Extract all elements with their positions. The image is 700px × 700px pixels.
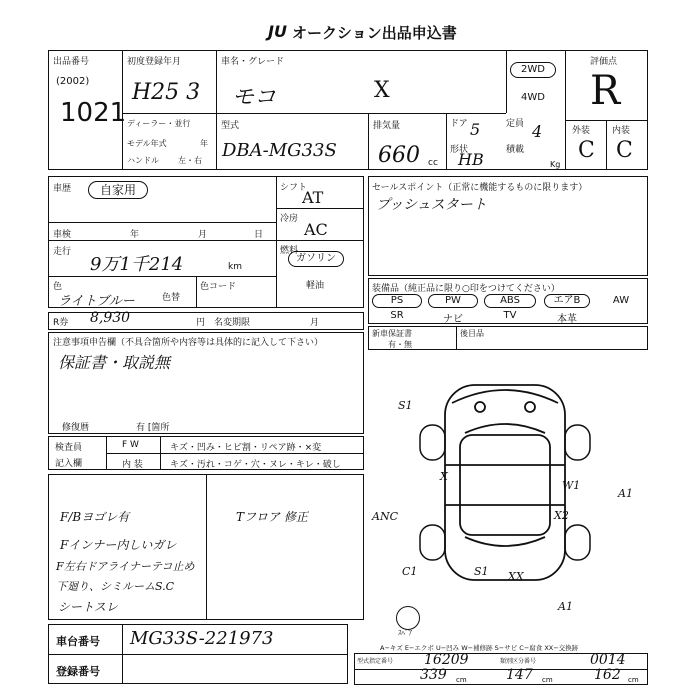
door-label: ドア bbox=[450, 119, 468, 129]
usage-value: 自家用 bbox=[88, 181, 148, 199]
car-name-label: 車名・グレード bbox=[221, 57, 285, 67]
equip-pw: PW bbox=[428, 294, 478, 308]
color-change-label: 色替 bbox=[162, 293, 181, 303]
load-unit: Kg bbox=[550, 160, 561, 169]
notes-text: 保証書・取説無 bbox=[58, 353, 171, 372]
cap-value: 4 bbox=[532, 122, 543, 141]
sales-value: プッシュスタート bbox=[376, 197, 487, 213]
drive-2wd: 2WD bbox=[510, 62, 556, 78]
inspector-int-label: 内 装 bbox=[122, 460, 143, 470]
spare-label: ｽﾍﾟｱ bbox=[398, 629, 412, 637]
inspection-m: 月 bbox=[198, 230, 208, 240]
wheel-rr bbox=[565, 525, 590, 560]
floor-note: Tフロア 修正 bbox=[236, 510, 308, 524]
form-frame bbox=[48, 50, 648, 170]
equip-abs: ABS bbox=[484, 294, 536, 308]
inspection-label: 車検 bbox=[53, 230, 72, 240]
warranty-value: 有・無 bbox=[388, 340, 412, 349]
wheel-fr bbox=[565, 425, 590, 460]
tax-value: 8,930 bbox=[90, 310, 131, 326]
dims-width: 147 bbox=[506, 667, 533, 683]
reg-label: 登録番号 bbox=[56, 665, 100, 678]
repair-value: 有 [箇所 bbox=[136, 423, 170, 433]
engine-label: 排気量 bbox=[373, 121, 401, 131]
remark-0: F/Bヨゴレ有 bbox=[60, 510, 130, 524]
mark-a1-right: A1 bbox=[618, 487, 633, 500]
shift-value: AT bbox=[302, 188, 324, 207]
chassis-value: MG33S-221973 bbox=[130, 628, 274, 649]
inspector-label2: 記入欄 bbox=[55, 459, 83, 469]
deadline-label: 名変期限 bbox=[214, 318, 251, 328]
model-year-unit: 年 bbox=[200, 139, 208, 148]
load-label: 積載 bbox=[506, 145, 525, 155]
spare-circle bbox=[396, 606, 420, 630]
remark-4: シートスレ bbox=[58, 600, 118, 614]
dims-cm-3: cm bbox=[628, 676, 639, 684]
equipment-label: 装備品（純正品に限り○印をつけてください） bbox=[372, 284, 560, 294]
sales-label: セールスポイント（正常に機能するものに限ります） bbox=[372, 183, 588, 193]
handle-lr: 左・右 bbox=[178, 156, 202, 165]
engine-unit: cc bbox=[428, 158, 438, 168]
tax-unit: 円 bbox=[196, 318, 206, 328]
mark-w1: W1 bbox=[562, 479, 581, 492]
warranty-label: 新車保証書 bbox=[372, 329, 412, 338]
model-value: DBA-MG33S bbox=[222, 140, 337, 161]
inspection-y: 年 bbox=[130, 230, 140, 240]
model-year-label: モデル年式 bbox=[127, 139, 167, 148]
color-value: ライトブルー bbox=[58, 294, 135, 309]
shape-value: HB bbox=[458, 150, 484, 169]
car-grade: X bbox=[374, 78, 390, 103]
equip-airbag: エアB bbox=[544, 294, 590, 308]
dims-first-label: 型式指定番号 bbox=[357, 658, 394, 665]
inspector-int-items: キズ・汚れ・コゲ・穴・ヌレ・キレ・破し bbox=[170, 460, 341, 470]
equip-navi: ナビ bbox=[443, 314, 463, 325]
door-value: 5 bbox=[470, 120, 481, 139]
inspector-fw: F W bbox=[122, 440, 139, 450]
wheel-rl bbox=[420, 525, 445, 560]
header-logo: JU bbox=[268, 22, 287, 41]
remark-2: F左右ドアライナーテコ止め bbox=[56, 560, 195, 573]
notes-label: 注意事項申告欄（不具合箇所や内容等は具体的に記入して下さい） bbox=[53, 338, 324, 348]
dims-first: 16209 bbox=[424, 652, 469, 668]
rating-int: C bbox=[616, 138, 633, 163]
rating-ext: C bbox=[578, 138, 595, 163]
equip-ps: PS bbox=[372, 294, 422, 308]
dims-class: 0014 bbox=[590, 652, 626, 668]
cap-label: 定員 bbox=[506, 119, 525, 129]
mark-xx-rear: XX bbox=[508, 570, 524, 583]
fuel-diesel: 軽油 bbox=[306, 281, 325, 291]
color-code-label: 色コード bbox=[200, 282, 237, 292]
mark-a1-bottom: A1 bbox=[558, 600, 573, 613]
after-label: 後目品 bbox=[460, 329, 484, 338]
rating-ext-label: 外装 bbox=[572, 126, 591, 136]
rating-label: 評価点 bbox=[590, 57, 618, 67]
dims-cm-1: cm bbox=[456, 676, 467, 684]
fuel-value: ガソリン bbox=[288, 251, 344, 267]
listing-number: 1021 bbox=[60, 98, 127, 128]
first-reg-label: 初度登録年月 bbox=[127, 57, 182, 67]
rating-int-label: 内装 bbox=[612, 126, 631, 136]
inspector-label1: 検査員 bbox=[55, 443, 83, 453]
inspection-d: 日 bbox=[254, 230, 264, 240]
fuel-label: 燃料 bbox=[280, 246, 299, 256]
dims-cm-2: cm bbox=[542, 676, 553, 684]
mark-s1-top: S1 bbox=[398, 399, 413, 412]
mileage-unit: km bbox=[228, 262, 242, 272]
car-diagram bbox=[372, 375, 650, 613]
ac-value: AC bbox=[304, 220, 328, 239]
mark-c1: C1 bbox=[402, 565, 418, 578]
mark-x-left: X bbox=[440, 470, 448, 483]
equip-tv: TV bbox=[503, 310, 517, 321]
header-title: オークション出品申込書 bbox=[292, 24, 457, 42]
left-note: ANC bbox=[372, 510, 398, 523]
mark-x2: X2 bbox=[554, 509, 569, 522]
shift-label: シフト bbox=[280, 183, 308, 193]
first-reg-value: H25 3 bbox=[132, 80, 201, 105]
equip-aw: AW bbox=[612, 295, 630, 306]
car-name: モコ bbox=[232, 85, 277, 110]
engine-value: 660 bbox=[378, 143, 420, 168]
shape-label: 形状 bbox=[450, 145, 469, 155]
dealer-label: ディーラー・並行 bbox=[127, 119, 191, 128]
color-label: 色 bbox=[53, 282, 63, 292]
mileage-label: 走行 bbox=[53, 247, 72, 257]
deadline-month: 月 bbox=[310, 318, 320, 328]
drive-4wd: 4WD bbox=[521, 92, 545, 103]
handle-label: ハンドル bbox=[127, 156, 159, 165]
usage-label: 車歴 bbox=[53, 184, 72, 194]
equip-leather: 本革 bbox=[557, 314, 577, 325]
dims-class-label: 類別区分番号 bbox=[500, 658, 537, 665]
remark-1: Fインナー内しいガレ bbox=[60, 538, 177, 552]
tax-label: R券 bbox=[53, 318, 69, 328]
rating-value: R bbox=[590, 68, 621, 114]
dims-length: 339 bbox=[420, 667, 447, 683]
listing-sub: (2002) bbox=[56, 76, 90, 87]
chassis-label: 車台番号 bbox=[56, 635, 100, 648]
listing-label: 出品番号 bbox=[53, 57, 90, 67]
dims-height: 162 bbox=[594, 667, 621, 683]
model-label: 型式 bbox=[221, 121, 240, 131]
equip-sr: SR bbox=[390, 310, 404, 321]
mileage-value: 9万1千214 bbox=[90, 254, 184, 275]
legend: A−キズ E−エクボ U−凹み W−補修跡 S−サビ C−腐食 XX−交換跡 bbox=[380, 644, 579, 652]
inspector-fw-items: キズ・凹み・ヒビ割・リペア跡・×変 bbox=[170, 443, 322, 453]
remark-3: 下廻り、シミルームS.C bbox=[56, 580, 175, 593]
mark-s1-rear: S1 bbox=[474, 565, 489, 578]
wheel-fl bbox=[420, 425, 445, 460]
repair-label: 修復暦 bbox=[62, 423, 90, 433]
ac-label: 冷房 bbox=[280, 214, 299, 224]
